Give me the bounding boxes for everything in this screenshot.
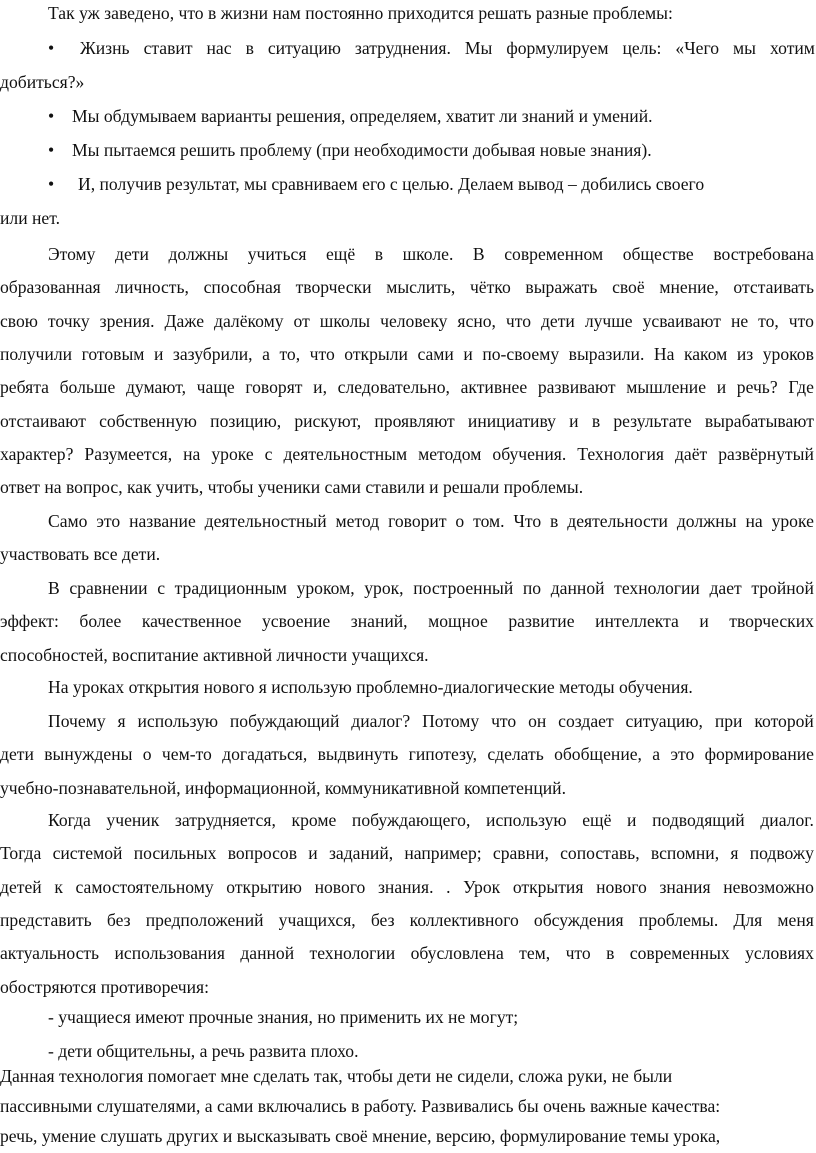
word: далёкому: [214, 310, 284, 331]
line-text: [48, 577, 814, 599]
intro-line: [48, 2, 808, 24]
word: выразили.: [568, 343, 645, 364]
word: «Чего: [675, 38, 720, 58]
word: что: [788, 310, 814, 331]
word: каком: [683, 343, 728, 364]
word: открытия: [512, 876, 584, 897]
word: ситуацию,: [625, 711, 703, 731]
word: результате: [613, 410, 692, 431]
word: точку: [47, 310, 90, 331]
word: знания: [659, 876, 711, 897]
word: методом: [418, 443, 482, 464]
word: мыслить,: [386, 277, 456, 298]
word: ставит: [143, 38, 193, 58]
word: технологии: [309, 943, 396, 964]
word: и: [716, 377, 727, 398]
word: условиях: [745, 943, 814, 964]
word: чаще: [196, 377, 235, 398]
word: я: [730, 843, 739, 864]
word: сделать: [487, 744, 544, 765]
word: то,: [279, 343, 301, 364]
word: речь?: [736, 377, 778, 398]
word: уроком,: [296, 578, 355, 598]
word: без: [106, 909, 131, 930]
word: даёт: [674, 443, 708, 464]
word: говорит: [388, 511, 447, 531]
bullet-4-continuation: [0, 207, 816, 229]
word: построенный: [413, 578, 514, 598]
word: вынуждены: [44, 744, 133, 765]
word: Само: [48, 511, 88, 531]
word: собственную: [99, 410, 197, 431]
word: Потому: [422, 711, 480, 731]
word: кроме: [291, 810, 337, 830]
line-text: [48, 710, 814, 732]
word: что: [565, 943, 591, 964]
word: следовательно,: [337, 377, 450, 398]
word: характер?: [0, 443, 74, 464]
word: проблемы.: [638, 909, 719, 930]
word: которой: [754, 711, 814, 731]
word: Жизнь: [80, 38, 130, 58]
word: по-своему: [482, 343, 560, 364]
word: современных: [629, 943, 730, 964]
word: Даже: [164, 310, 205, 331]
word: и,: [313, 377, 327, 398]
word: сравнении: [69, 578, 148, 598]
word: в: [245, 38, 254, 58]
word: по: [522, 578, 542, 598]
word: к: [54, 876, 63, 897]
word: гипотезу,: [408, 744, 477, 765]
word: качественное: [141, 611, 242, 632]
word: что: [491, 711, 517, 731]
word: обучения.: [492, 443, 567, 464]
word: в: [374, 244, 384, 264]
word: обобщение,: [554, 744, 642, 765]
word: догадаться,: [222, 744, 308, 765]
word: в: [591, 410, 601, 431]
word: коллективного: [409, 909, 519, 930]
word: использования: [114, 943, 225, 964]
bullet-4-text: И, получив результат, мы сравниваем его с целью. Делаем вывод – добились своего: [78, 174, 705, 194]
line-text: речь, умение слушать других и высказывать своё мнение, версию, формулирование темы урока,: [0, 1126, 721, 1146]
word: создает: [558, 711, 614, 731]
word: Разумеется,: [84, 443, 173, 464]
word: на: [183, 443, 201, 464]
bullet-marker: •: [48, 140, 55, 160]
line-text: [0, 310, 814, 332]
word: ребята: [0, 377, 49, 398]
bullet-marker: •: [48, 174, 55, 194]
word: ещё: [582, 810, 612, 830]
word: уроков: [762, 343, 814, 364]
word: нового: [314, 876, 366, 897]
word: на: [745, 511, 763, 531]
word: побуждающего,: [351, 810, 471, 830]
word: .: [446, 876, 451, 897]
word: дети: [540, 310, 575, 331]
word: больше: [59, 377, 116, 398]
word: зазубрили,: [172, 343, 253, 364]
word: подводящий: [652, 810, 745, 830]
bullet-3-text: Мы пытаемся решить проблему (при необходимости добывая новые знания).: [72, 140, 652, 160]
line-text: [0, 276, 814, 298]
word: развивают: [537, 377, 616, 398]
word: учащихся,: [278, 909, 356, 930]
word: диалог.: [760, 810, 814, 830]
line-text: [0, 842, 814, 864]
word: и: [308, 843, 318, 864]
word: активнее: [460, 377, 528, 398]
word: нового: [596, 876, 647, 897]
word: ситуацию: [267, 38, 341, 58]
word: использую: [137, 711, 219, 731]
word: Почему: [48, 711, 106, 731]
word: чётко: [469, 277, 511, 298]
word: использую: [486, 810, 567, 830]
word: школе.: [402, 244, 454, 264]
word: развёрнутый: [718, 443, 814, 464]
word: знания.: [377, 876, 434, 897]
word: и: [153, 343, 164, 364]
word: традиционным: [174, 578, 287, 598]
word: затруднения.: [354, 38, 451, 58]
word: из: [736, 343, 754, 364]
word: На: [653, 343, 675, 364]
word: думают,: [125, 377, 186, 398]
line-text: [0, 410, 814, 432]
word: обусловлена: [410, 943, 504, 964]
word: не: [730, 310, 749, 331]
word: без: [370, 909, 395, 930]
word: формирование: [704, 744, 814, 765]
word: сопоставь,: [560, 843, 640, 864]
word: должны: [168, 244, 229, 264]
line-text: - учащиеся имеют прочные знания, но применить их не могут;: [48, 1007, 519, 1027]
word: а: [262, 343, 270, 364]
line-text: [0, 443, 814, 465]
word: Что: [513, 511, 542, 531]
word: дети: [115, 244, 149, 264]
word: детей: [0, 876, 42, 897]
word: творческих: [729, 611, 814, 632]
word: вопросов: [227, 843, 298, 864]
word: а: [652, 744, 661, 765]
word: усвоение: [261, 611, 331, 632]
word: дает: [709, 578, 742, 598]
line-text: обостряются противоречия:: [0, 976, 209, 997]
word: заданий,: [328, 843, 394, 864]
line-text: [48, 243, 814, 265]
word: образованная: [0, 277, 101, 298]
word: деятельности: [567, 511, 668, 531]
word: предположений: [145, 909, 264, 930]
word: уроке: [771, 511, 814, 531]
word: интеллекта: [595, 611, 679, 632]
word: представить: [0, 909, 92, 930]
word: получили: [0, 343, 73, 364]
word: готовым: [81, 343, 145, 364]
word: говорят: [245, 377, 303, 398]
line-text: учебно-познавательной, информационной, коммуникативной компетенций.: [0, 777, 566, 798]
word: Для: [733, 909, 763, 930]
word: например;: [404, 843, 482, 864]
bullet-1-continuation: [0, 71, 816, 93]
word: данной: [550, 578, 605, 598]
word: я: [117, 711, 126, 731]
word: от: [293, 310, 310, 331]
word: способная: [203, 277, 281, 298]
word: посильных: [133, 843, 217, 864]
word: личность,: [115, 277, 189, 298]
word: инициативу: [467, 410, 556, 431]
word: мышление: [626, 377, 707, 398]
word: своё: [612, 277, 645, 298]
word: меня: [777, 909, 814, 930]
line-text: способностей, воспитание активной личности учащихся.: [0, 644, 429, 665]
word: позицию,: [210, 410, 282, 431]
line-text: [0, 942, 814, 964]
word: усваивают: [642, 310, 721, 331]
word: технологии: [614, 578, 700, 598]
word: Мы: [464, 38, 493, 58]
word: данной: [240, 943, 295, 964]
word: должны: [676, 511, 737, 531]
word: более: [79, 611, 122, 632]
line-text: [0, 610, 814, 632]
word: том.: [473, 511, 505, 531]
word: формулируем: [506, 38, 609, 58]
word: ученик: [106, 810, 160, 830]
word: мы: [733, 38, 757, 58]
word: Когда: [48, 810, 91, 830]
word: затрудняется,: [174, 810, 276, 830]
word: выражать: [525, 277, 598, 298]
word: современном: [504, 244, 604, 264]
word: уроке: [211, 443, 254, 464]
word: деятельностный: [204, 511, 327, 531]
word: творчески: [295, 277, 372, 298]
word: он: [528, 711, 547, 731]
line-text: - дети общительны, а речь развита плохо.: [48, 1041, 359, 1061]
word: и: [699, 611, 709, 632]
line-text: [0, 876, 814, 898]
word: о: [142, 744, 152, 765]
bullet-2-text: Мы обдумываем варианты решения, определяем, хватит ли знаний и умений.: [72, 106, 653, 126]
word: урок,: [364, 578, 404, 598]
line-text: На уроках открытия нового я использую проблемно-диалогические методы обучения.: [48, 677, 693, 697]
word: Этому: [48, 244, 96, 264]
word: зрения.: [99, 310, 155, 331]
word: актуальность: [0, 943, 100, 964]
line-text: [48, 809, 814, 831]
word: в: [606, 943, 615, 964]
word: ещё: [325, 244, 356, 264]
word: эффект:: [0, 611, 59, 632]
word: отстаивают: [0, 410, 86, 431]
line-text: [0, 743, 814, 765]
word: проявляют: [374, 410, 455, 431]
word: цель:: [622, 38, 662, 58]
word: дети: [0, 744, 34, 765]
word: Технология: [577, 443, 664, 464]
word: чем-то: [161, 744, 212, 765]
word: выдвинуть: [317, 744, 399, 765]
line-text: ответ на вопрос, как учить, чтобы ученики сами ставили и решали проблемы.: [0, 477, 584, 498]
word: сравни,: [492, 843, 549, 864]
word: обсуждения: [533, 909, 624, 930]
word: это: [96, 511, 121, 531]
word: востребована: [713, 244, 814, 264]
word: В: [472, 244, 485, 264]
bullet-1-line-1: [80, 37, 815, 59]
word: побуждающий: [229, 711, 340, 731]
bullet-marker: •: [48, 38, 55, 58]
word: свою: [0, 310, 38, 331]
word: и: [569, 410, 579, 431]
word: диалог?: [351, 711, 411, 731]
word: Тогда: [0, 843, 42, 864]
word: о: [455, 511, 465, 531]
word: знаний,: [350, 611, 408, 632]
word: учиться: [247, 244, 307, 264]
word: подвожу: [749, 843, 814, 864]
word: лучше: [584, 310, 633, 331]
word: тройной: [751, 578, 814, 598]
word: метод: [335, 511, 380, 531]
line-text: Данная технология помогает мне сделать так, чтобы дети не сидели, сложа руки, не были: [0, 1066, 673, 1086]
word: системой: [52, 843, 123, 864]
word: открытию: [226, 876, 302, 897]
line-text: участвовать все дети.: [0, 544, 161, 565]
word: человеку: [380, 310, 448, 331]
word: школы: [319, 310, 371, 331]
word: деятельностным: [283, 443, 408, 464]
word: открыли: [344, 343, 408, 364]
intro-text: Так уж заведено, что в жизни нам постоянно приходится решать разные проблемы:: [48, 3, 673, 23]
word: отстаивать: [733, 277, 814, 298]
bullet-marker: •: [48, 106, 55, 126]
word: что: [505, 310, 532, 331]
line-text: [0, 376, 814, 398]
word: что: [309, 343, 335, 364]
word: с: [264, 443, 273, 464]
word: вырабатывают: [704, 410, 814, 431]
word: название: [129, 511, 196, 531]
line-text: пассивными слушателями, а сами включались в работу. Развивались бы очень важные качества:: [0, 1096, 721, 1116]
word: нас: [206, 38, 232, 58]
word: обществе: [622, 244, 694, 264]
word: развитие: [508, 611, 575, 632]
word: Где: [788, 377, 814, 398]
word: мнение,: [659, 277, 719, 298]
word: вспомни,: [650, 843, 720, 864]
word: мощное: [428, 611, 488, 632]
word: в: [550, 511, 559, 531]
word: тем,: [519, 943, 551, 964]
word: В: [48, 578, 60, 598]
word: это: [670, 744, 695, 765]
word: и: [627, 810, 637, 830]
bullet-1-line-2: добиться?»: [0, 72, 85, 92]
word: то,: [758, 310, 779, 331]
word: рискуют,: [294, 410, 362, 431]
word: хотим: [770, 38, 815, 58]
word: с: [157, 578, 166, 598]
word: Урок: [463, 876, 501, 897]
word: при: [714, 711, 743, 731]
word: сами: [417, 343, 454, 364]
word: ясно,: [457, 310, 496, 331]
bullet-4-line-2: или нет.: [0, 208, 60, 228]
word: и: [463, 343, 473, 364]
line-text: [0, 909, 814, 931]
word: невозможно: [723, 876, 814, 897]
word: самостоятельному: [75, 876, 214, 897]
line-text: [48, 510, 814, 532]
line-text: [0, 343, 814, 365]
